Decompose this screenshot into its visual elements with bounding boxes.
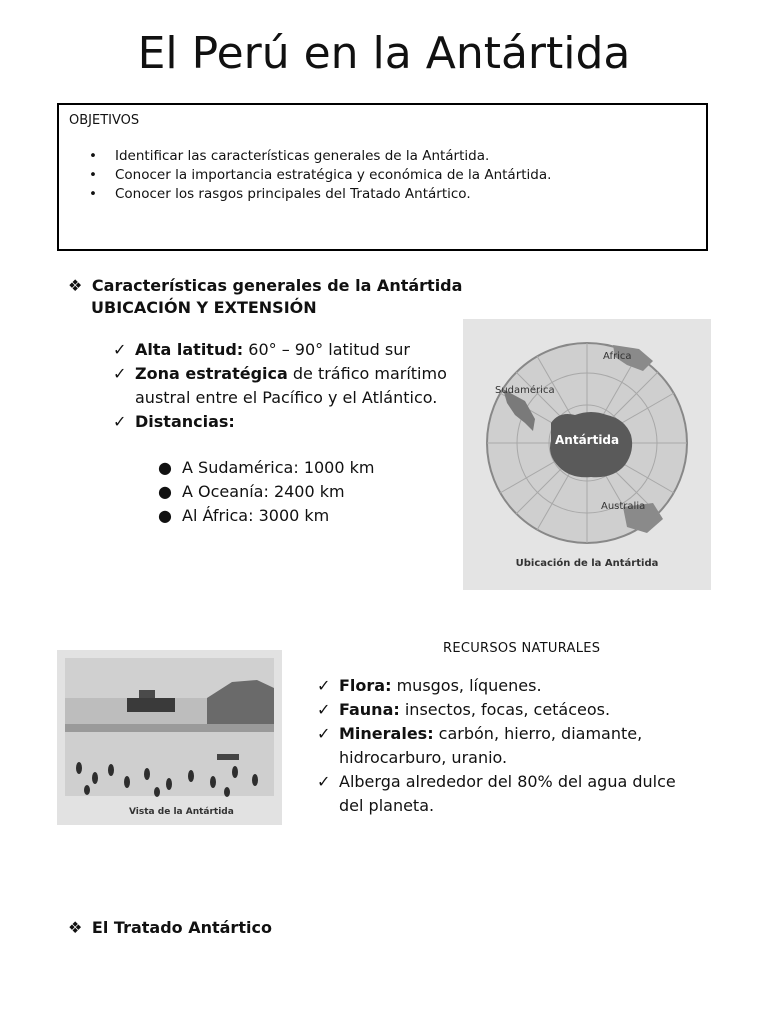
map-caption: Ubicación de la Antártida [515,558,659,569]
caracteristicas-heading: ❖ Características generales de la Antártida [68,276,463,295]
photo-caption: Vista de la Antártida [129,807,234,817]
list-item: ✓ Fauna: insectos, focas, cetáceos. [317,698,697,722]
list-item: ● A Oceanía: 2400 km [158,480,374,504]
list-item: ✓ Minerales: carbón, hierro, diamante, hidrocarburo, uranio. [317,724,643,767]
objetivos-heading: OBJETIVOS [69,113,140,128]
check-icon: ✓ [317,724,331,743]
diamond-bullet-icon: ❖ [68,918,83,937]
check-icon: ✓ [113,340,127,359]
list-item: • Identificar las características generales de la Antártida. [89,148,490,164]
diamond-bullet-icon: ❖ [68,276,83,295]
map-label-australia: Australia [601,501,646,512]
check-icon: ✓ [317,676,331,695]
check-icon: ✓ [113,412,127,431]
ubicacion-subheading: UBICACIÓN Y EXTENSIÓN [91,298,317,317]
objetivos-list [89,147,551,204]
map-label-sudamerica: Sudamérica [495,385,555,396]
antartida-photo-figure [57,650,282,825]
map-label-antartida: Antártida [555,433,620,447]
list-item: ● Al África: 3000 km [158,504,374,528]
bullet-icon: ● [158,482,172,501]
list-item: ✓ Distancias: [113,410,453,434]
recursos-heading: RECURSOS NATURALES [443,641,601,656]
list-item: ✓ Flora: musgos, líquenes. [317,674,697,698]
list-item: • Conocer la importancia estratégica y económica de la Antártida. [89,167,552,183]
tratado-heading: ❖ El Tratado Antártico [68,918,272,937]
check-icon: ✓ [317,700,331,719]
bullet-icon: • [89,148,97,164]
list-item: ✓ Zona estratégica de tráfico marítimo austral entre el Pacífico y el Atlántico. [113,364,447,407]
antarctic-landscape-image [57,650,282,825]
caracteristicas-list [113,338,453,434]
antartida-map-figure [463,319,711,590]
bullet-icon: ● [158,458,172,477]
bullet-icon: • [89,167,97,183]
distancias-list [158,456,374,528]
globe-map-image [463,319,711,590]
recursos-list [317,674,697,818]
list-item: • Conocer los rasgos principales del Tratado Antártico. [89,186,471,202]
check-icon: ✓ [317,772,331,791]
list-item: ✓ Alberga alrededor del 80% del agua dulce del planeta. [317,772,676,815]
map-label-africa: Africa [603,351,632,362]
page-title: El Perú en la Antártida [137,28,631,79]
bullet-icon: • [89,186,97,202]
list-item: ● A Sudamérica: 1000 km [158,456,374,480]
list-item: ✓ Alta latitud: 60° – 90° latitud sur [113,338,453,362]
check-icon: ✓ [113,364,127,383]
objetivos-box [57,103,708,251]
bullet-icon: ● [158,506,172,525]
